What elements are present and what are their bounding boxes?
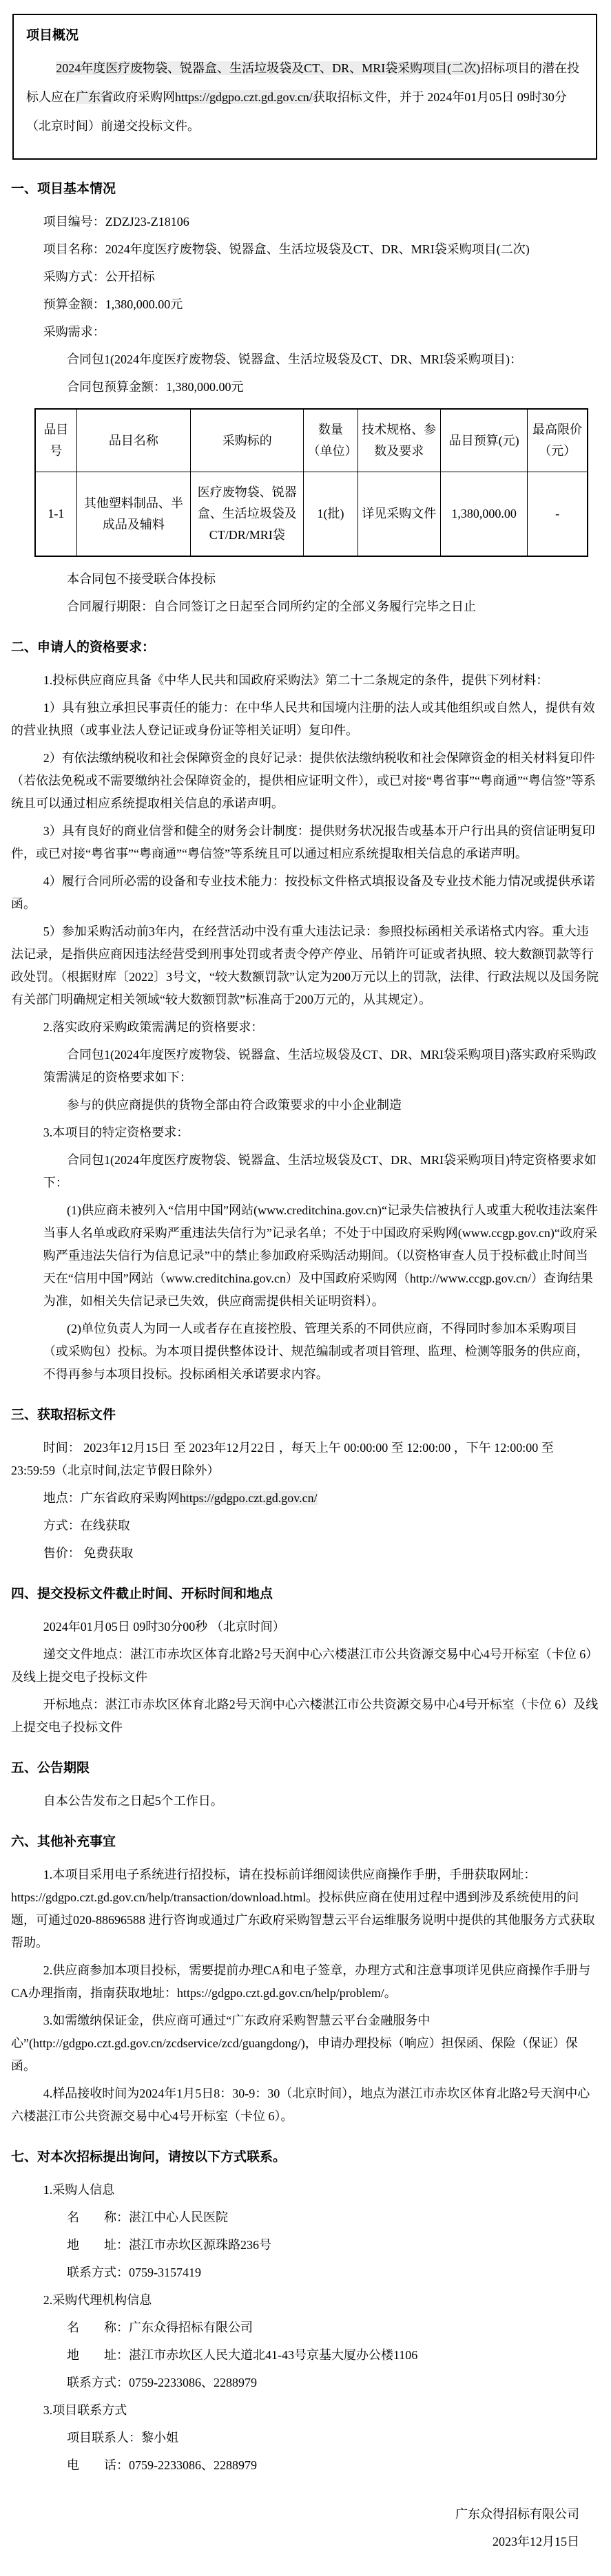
table-header-row (35, 409, 588, 472)
project-contact-title: 3.项目联系方式 (43, 2403, 127, 2417)
region-highlight: 广东省 (76, 90, 113, 104)
no-consortium-note: 本合同包不接受联合体投标 (66, 572, 216, 586)
cell-spec: 详见采购文件 (358, 472, 440, 557)
cell-quantity: 1(批) (304, 472, 358, 557)
cell-item-no: 1-1 (35, 472, 76, 557)
agency-contact-line: 联系方式：0759-2233086、2288979 (66, 2376, 257, 2389)
budget-amount-line: 预算金额：1,380,000.00元 (43, 297, 183, 311)
obtain-time-line: 时间： 2023年12月15日 至 2023年12月22日 ，每天上午 00:00:00 至 12:00:00 ，下午 12:00:00 至 23:59:59（北京时间,法定节假日除外） (11, 1441, 554, 1477)
cell-max-price: - (528, 472, 588, 557)
deadline-line: 2024年01月05日 09时30分00秒 （北京时间） (43, 1620, 285, 1634)
project-number-line: 项目编号：ZDZJ23-Z18106 (43, 215, 189, 229)
header-item-budget: 品目预算(元) (440, 409, 527, 472)
qualification-para: 4）履行合同所必需的设备和专业技术能力：按投标文件格式填报设备及专业技术能力情况或提供承诺函。 (11, 874, 595, 911)
agency-name-line: 名 称：广东众得招标有限公司 (66, 2321, 253, 2334)
supplement-para: 2.供应商参加本项目投标，需要提前办理CA和电子签章，办理方式和注意事项详见供应商操作手册与CA办理指南，指南获取地址：https://gdgpo.czt.gd.gov.cn/help/problem/。 (11, 1963, 591, 2000)
obtain-place-text: 地点：广东省政府采购网 (43, 1491, 180, 1505)
qualification-para: 3）具有良好的商业信誉和健全的财务会计制度：提供财务状况报告或基本开户行出具的资信证明复印件，或已对接“粤省事”“粤商通”“粤信签”等系统且可以通过相应系统提取相关信息的承诺声明。 (11, 824, 595, 861)
project-contact-phone-line: 电 话：0759-2233086、2288979 (66, 2458, 257, 2472)
obtain-place-url: https://gdgpo.czt.gd.gov.cn/ (179, 1491, 318, 1505)
header-spec: 技术规格、参数及要求 (358, 409, 440, 472)
header-item-name: 品目名称 (76, 409, 190, 472)
contract-package-line: 合同包1(2024年度医疗废物袋、锐器盒、生活垃圾袋及CT、DR、MRI袋采购项目)： (66, 352, 522, 366)
purchaser-info-title: 1.采购人信息 (43, 2183, 115, 2197)
procurement-method-line: 采购方式：公开招标 (43, 270, 155, 284)
section-2-heading: 二、申请人的资格要求： (11, 640, 156, 655)
purchaser-contact-line: 联系方式：0759-3157419 (66, 2266, 201, 2279)
qualification-para: 3.本项目的特定资格要求： (43, 1126, 189, 1139)
cell-item-name: 其他塑料制品、半成品及辅料 (76, 472, 190, 557)
agency-addr-line: 地 址：湛江市赤坎区人民大道北41-43号京基大厦办公楼1106 (66, 2348, 418, 2362)
header-max-price: 最高限价（元） (528, 409, 588, 472)
project-name-highlight: 2024年度医疗废物袋、锐器盒、生活垃圾袋及CT、DR、MRI袋采购项目(二次) (56, 61, 481, 75)
cell-item-budget: 1,380,000.00 (440, 472, 527, 557)
overview-text-3: 获取招标文件，并于 2024年01月05日 09时30分 （北京时间）前递交投标文件。 (26, 90, 567, 133)
section-6-heading: 六、其他补充事宜 (11, 1835, 116, 1849)
header-item-no: 品目号 (35, 409, 76, 472)
overview-text-2: 政府采购网 (113, 90, 175, 104)
obtain-place-line (11, 1487, 600, 1510)
signature-date: 2023年12月15日 (493, 2535, 579, 2548)
qualification-para: 2）有依法缴纳税收和社会保障资金的良好记录：提供依法缴纳税收和社会保障资金的相关材料复印件（若依法免税或不需要缴纳社会保障资金的，提供相应证明文件），或已对接“粤省事”“粤商通”“粤信签”等系统且可以通过相应系统提取相关信息的承诺声明。 (11, 751, 596, 810)
header-quantity: 数量（单位） (304, 409, 358, 472)
qualification-para: 合同包1(2024年度医疗废物袋、锐器盒、生活垃圾袋及CT、DR、MRI袋采购项目)落实政府采购政策需满足的资格要求如下： (43, 1048, 597, 1084)
project-contact-person-line: 项目联系人：黎小姐 (66, 2431, 178, 2445)
purchaser-addr-line: 地 址：湛江市赤坎区源珠路236号 (66, 2238, 271, 2252)
section-4-heading: 四、提交投标文件截止时间、开标时间和地点 (11, 1587, 273, 1601)
section-5-heading: 五、公告期限 (11, 1761, 90, 1775)
supplement-para: 3.如需缴纳保证金，供应商可通过“广东政府采购智慧云平台金融服务中心”(http://gdgpo.czt.gd.gov.cn/zcdservice/zcd/guangdong/)，申请办理投标（响应）担保函、保险（保证）保函。 (11, 2014, 578, 2073)
qualification-para: 参与的供应商提供的货物全部由符合政策要求的中小企业制造 (66, 1098, 402, 1112)
procurement-items-table (34, 408, 588, 557)
cell-subject: 医疗废物袋、锐器盒、生活垃圾袋及CT/DR/MRI袋 (191, 472, 304, 557)
purchaser-name-line: 名 称：湛江中心人民医院 (66, 2210, 228, 2224)
qualification-para: (1)供应商未被列入“信用中国”网站(www.creditchina.gov.cn)“记录失信被执行人或重大税收违法案件当事人名单或政府采购严重违法失信行为”记录名单；不处于中国政府采购网(www.ccgp.gov.cn)“政府采购严重违法失信行为信息记录”中的禁止参加政府采购活动期间。（以资格审查人员于投标截止时间当天在“信用中国”网站（www.creditchina.gov.cn）及中国政府采购网（http://www.ccgp.gov.cn/）查询结果为准，如相关失信记录已失效，供应商需提供相关证明资料）。 (43, 1203, 599, 1308)
submit-place-line: 递交文件地点：湛江市赤坎区体育北路2号天润中心六楼湛江市公共资源交易中心4号开标室（卡位 6）及线上提交电子投标文件 (11, 1647, 599, 1684)
signature-block (11, 2500, 579, 2555)
qualification-para: 1.投标供应商应具备《中华人民共和国政府采购法》第二十二条规定的条件，提供下列材料： (43, 673, 549, 687)
supplement-para: 1.本项目采用电子系统进行招投标，请在投标前详细阅读供应商操作手册，手册获取网址：https://gdgpo.czt.gd.gov.cn/help/transaction/download.html。投标供应商在使用过程中遇到涉及系统使用的问题，可通过020-88696588 进行咨询或通过广东政府采购智慧云平台运维服务说明中提供的其他服务方式获取帮助。 (11, 1868, 595, 1950)
section-3-heading: 三、获取招标文件 (11, 1408, 116, 1422)
qualification-para: 2.落实政府采购政策需满足的资格要求： (43, 1020, 264, 1034)
open-place-line: 开标地点：湛江市赤坎区体育北路2号天润中心六楼湛江市公共资源交易中心4号开标室（卡位 6）及线上提交电子投标文件 (11, 1698, 599, 1734)
obtain-method-line: 方式：在线获取 (43, 1519, 130, 1532)
supplement-para: 4.样品接收时间为2024年1月5日8：30-9：30（北京时间），地点为湛江市赤坎区体育北路2号天润中心六楼湛江市公共资源交易中心4号开标室（卡位 6）。 (11, 2087, 590, 2123)
procurement-demand-line: 采购需求： (43, 325, 105, 339)
package-budget-line: 合同包预算金额：1,380,000.00元 (66, 380, 244, 394)
agency-info-title: 2.采购代理机构信息 (43, 2293, 152, 2307)
section-1-heading: 一、项目基本情况 (11, 182, 116, 196)
overview-text-1: 招标项目的潜在投标人应在 (26, 61, 580, 104)
contract-duration-note: 合同履行期限：自合同签订之日起至合同所约定的全部义务履行完毕之日止 (66, 600, 476, 613)
signature-company: 广东众得招标有限公司 (455, 2507, 579, 2521)
section-7-heading: 七、对本次招标提出询问，请按以下方式联系。 (11, 2150, 287, 2164)
qualification-para: 合同包1(2024年度医疗废物袋、锐器盒、生活垃圾袋及CT、DR、MRI袋采购项目)特定资格要求如下： (43, 1153, 597, 1190)
overview-title: 项目概况 (26, 28, 79, 43)
header-subject: 采购标的 (191, 409, 304, 472)
table-row (35, 472, 588, 557)
project-overview-box (12, 14, 597, 160)
overview-paragraph (26, 54, 581, 140)
announcement-period-line: 自本公告发布之日起5个工作日。 (43, 1794, 223, 1808)
qualification-para: 1）具有独立承担民事责任的能力：在中华人民共和国境内注册的法人或其他组织或自然人，提供有效的营业执照（或事业法人登记证或身份证等相关证明）复印件。 (11, 701, 595, 737)
qualification-para: (2)单位负责人为同一人或者存在直接控股、管理关系的不同供应商，不得同时参加本采购项目（或采购包）投标。为本项目提供整体设计、规范编制或者项目管理、监理、检测等服务的供应商，不得再参与本项目投标。投标函相关承诺要求内容。 (43, 1322, 589, 1381)
obtain-price-line: 售价： 免费获取 (43, 1546, 134, 1560)
procurement-site-url: https://gdgpo.czt.gd.gov.cn/ (175, 90, 313, 104)
project-name-line: 项目名称：2024年度医疗废物袋、锐器盒、生活垃圾袋及CT、DR、MRI袋采购项目(二次) (43, 242, 530, 256)
qualification-para: 5）参加采购活动前3年内，在经营活动中没有重大违法记录：参照投标函相关承诺格式内容。重大违法记录，是指供应商因违法经营受到刑事处罚或者责令停产停业、吊销许可证或者执照、较大数额罚款等行政处罚。（根据财库〔2022〕3号文，“较大数额罚款”认定为200万元以上的罚款，法律、行政法规以及国务院有关部门明确规定相关领域“较大数额罚款”标准高于200万元的，从其规定）。 (11, 925, 599, 1006)
